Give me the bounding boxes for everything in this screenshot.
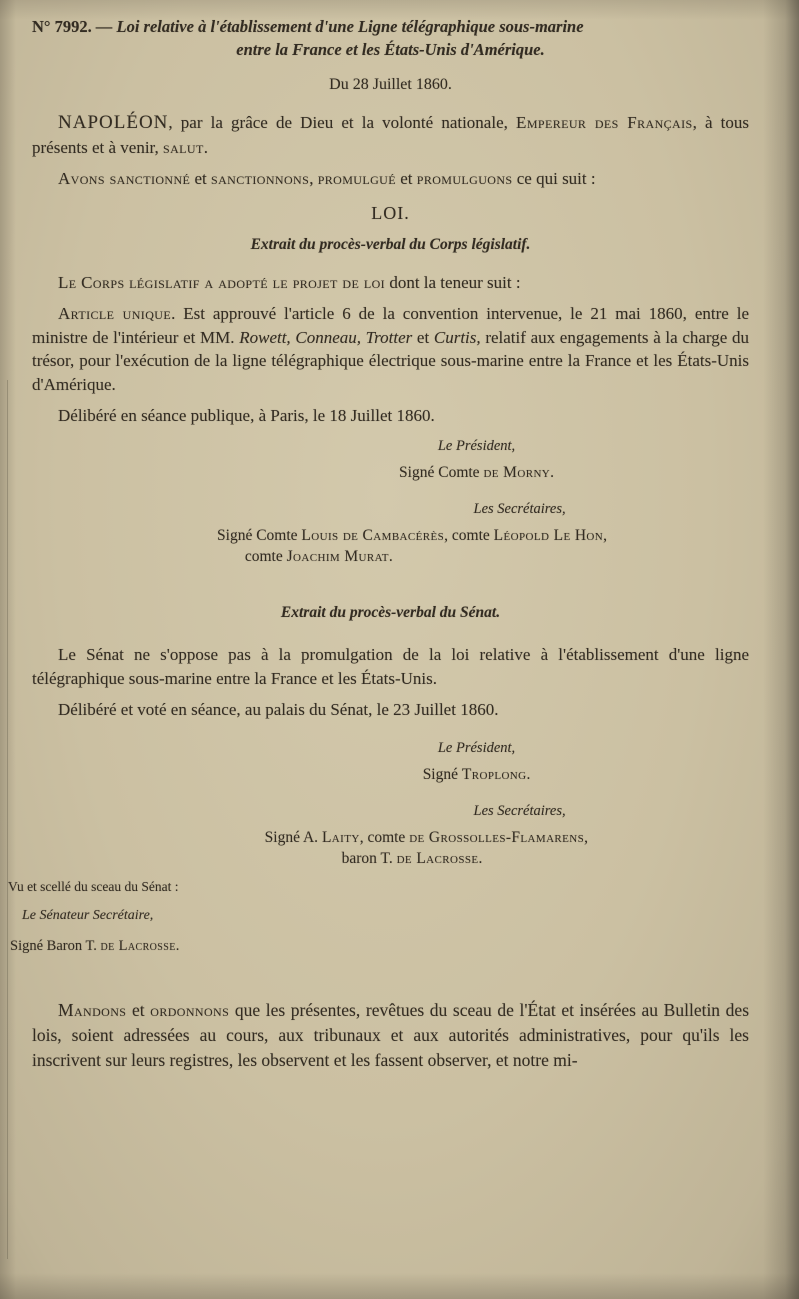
mandons-text: que les présentes, revêtues du sceau de l'État et insérées au Bulletin des lois, soient adressées au cours, aux tribunaux et aux autorités administratives, pour qu'ils les inscrivent sur leurs registres, les observent et les fassent observer, et notre mi-: [32, 999, 750, 1071]
et-word-4: et: [126, 999, 151, 1020]
promulguons: promulguons: [416, 169, 513, 189]
law-number: N° 7992.: [32, 17, 92, 36]
senat-paragraph-1: Le Sénat ne s'oppose pas à la promulgation de la loi relative à l'établissement d'une ligne télégraphique sous-marine entre la France et les États-Unis.: [32, 645, 749, 688]
law-title-text: — Loi relative à l'établissement d'une Ligne télégraphique sous-marine: [95, 17, 584, 36]
dot-3: .: [526, 765, 531, 783]
signe-laity: Signé A.: [264, 828, 322, 846]
president-senat-signature: [326, 764, 627, 785]
president-signature: [326, 462, 627, 483]
dot-5: .: [175, 937, 180, 954]
concessionaire-names-2: Curtis,: [433, 327, 481, 347]
senateur-secretaire-role: Le Sénateur Secrétaire,: [22, 908, 154, 924]
ce-qui-suit: ce qui suit :: [512, 169, 596, 189]
signatures-secretaires-corps: [32, 499, 749, 568]
teneur-suit: dont la teneur suit :: [385, 272, 521, 292]
preamble-presents: , à tous présents et à venir,: [32, 112, 750, 157]
preamble-dot: .: [203, 137, 208, 157]
napoleon-name: NAPOLÉON: [58, 111, 169, 133]
lacrosse-name-2: de Lacrosse: [100, 937, 176, 954]
cambaceres-name: Louis de Cambacérès: [301, 527, 445, 545]
laity-name: Laity: [321, 828, 360, 846]
seal-statement: Vu et scellé du sceau du Sénat :: [8, 878, 179, 894]
comte-word-2: comte: [244, 548, 287, 566]
promulgue: promulgué: [317, 169, 396, 189]
mandons-word: Mandons: [58, 999, 127, 1020]
article-unique-label: Article unique: [58, 304, 172, 324]
lehon-name: Léopold Le Hon: [493, 527, 604, 545]
secretaires-senat-role-label: Les Secrétaires,: [473, 802, 566, 819]
sanctionnons: sanctionnons: [211, 169, 310, 189]
et-word-2: et: [395, 169, 417, 189]
murat-name: Joachim Murat: [286, 548, 389, 566]
secretaires-line-1: [32, 525, 749, 546]
signature-president-corps: [326, 436, 627, 483]
avons-sanctionne: Avons sanctionné: [58, 169, 191, 189]
delibere-corps-paragraph: Délibéré en séance publique, à Paris, le 18 Juillet 1860.: [58, 406, 435, 426]
et-word-3: et: [412, 327, 434, 347]
preamble-grace: , par la grâce de Dieu et la volonté nationale,: [168, 112, 517, 132]
dot-4: .: [478, 850, 483, 868]
comte-word: , comte: [444, 527, 494, 545]
comma-2: ,: [603, 527, 607, 545]
president-role-label: Le Président,: [437, 437, 516, 454]
lacrosse-name: de Lacrosse: [396, 850, 479, 868]
secretaires-senat-line-1: [32, 827, 749, 848]
senat-paragraph-2: Délibéré et voté en séance, au palais du Sénat, le 23 Juillet 1860.: [58, 700, 499, 720]
dot-2: .: [388, 548, 393, 566]
signatures-secretaires-senat: [32, 801, 749, 870]
law-title-line1: [32, 16, 749, 39]
secretaires-senat-line-2: [32, 848, 749, 869]
signe-word-2: Signé: [422, 765, 462, 783]
comte-word-3: , comte: [359, 828, 410, 846]
baron-word: baron T.: [341, 850, 397, 868]
signe-baron: Signé Baron T.: [10, 937, 101, 954]
signe-comte: Signé Comte: [217, 527, 302, 545]
loi-heading: LOI.: [371, 202, 410, 223]
article-text-2: relatif aux engagements à la charge du trésor, pour l'exécution de la ligne télégraphique électrique sous-marine entre la France et les États-Unis d'Amérique.: [32, 327, 749, 394]
dot-1: .: [550, 463, 555, 481]
law-title-line2: entre la France et les États-Unis d'Amérique.: [236, 39, 545, 59]
comma-3: ,: [584, 828, 589, 846]
salut-word: salut: [163, 137, 204, 157]
president-senat-role-label: Le Président,: [437, 739, 516, 756]
law-date: Du 28 Juillet 1860.: [329, 75, 452, 93]
senateur-secretaire-signature: [10, 936, 749, 956]
grossolles-name: de Grossolles-Flamarens: [409, 828, 585, 846]
extrait-senat: Extrait du procès-verbal du Sénat.: [280, 603, 501, 621]
empereur-title: Empereur des Français: [516, 112, 693, 132]
article-unique-paragraph: [32, 302, 749, 396]
adoption-paragraph: [32, 271, 749, 294]
signe-word: Signé Comte: [399, 463, 484, 481]
corps-legislatif-adopte: Le Corps législatif a adopté le projet de loi: [58, 272, 386, 292]
comma-1: ,: [309, 169, 318, 189]
mandons-paragraph: [32, 998, 749, 1074]
morny-name: de Morny: [483, 463, 551, 481]
preamble-paragraph: [32, 110, 749, 160]
signature-president-senat: [326, 738, 627, 785]
extrait-corps-legislatif: Extrait du procès-verbal du Corps législatif.: [250, 235, 531, 253]
troplong-name: Troplong: [461, 765, 527, 783]
concessionaire-names-1: Rowett, Conneau, Trotter: [239, 327, 413, 347]
secretaires-role-label: Les Secrétaires,: [473, 501, 566, 518]
ordonnons-word: ordonnons: [150, 999, 230, 1020]
article-text-1: . Est approuvé l'article 6 de la convention intervenue, le 21 mai 1860, entre le ministre de l'intérieur et MM.: [32, 304, 750, 347]
seal-block: [8, 878, 749, 956]
secretaires-line-2: [32, 546, 749, 567]
et-word-1: et: [190, 169, 212, 189]
sanction-paragraph: [32, 167, 749, 190]
